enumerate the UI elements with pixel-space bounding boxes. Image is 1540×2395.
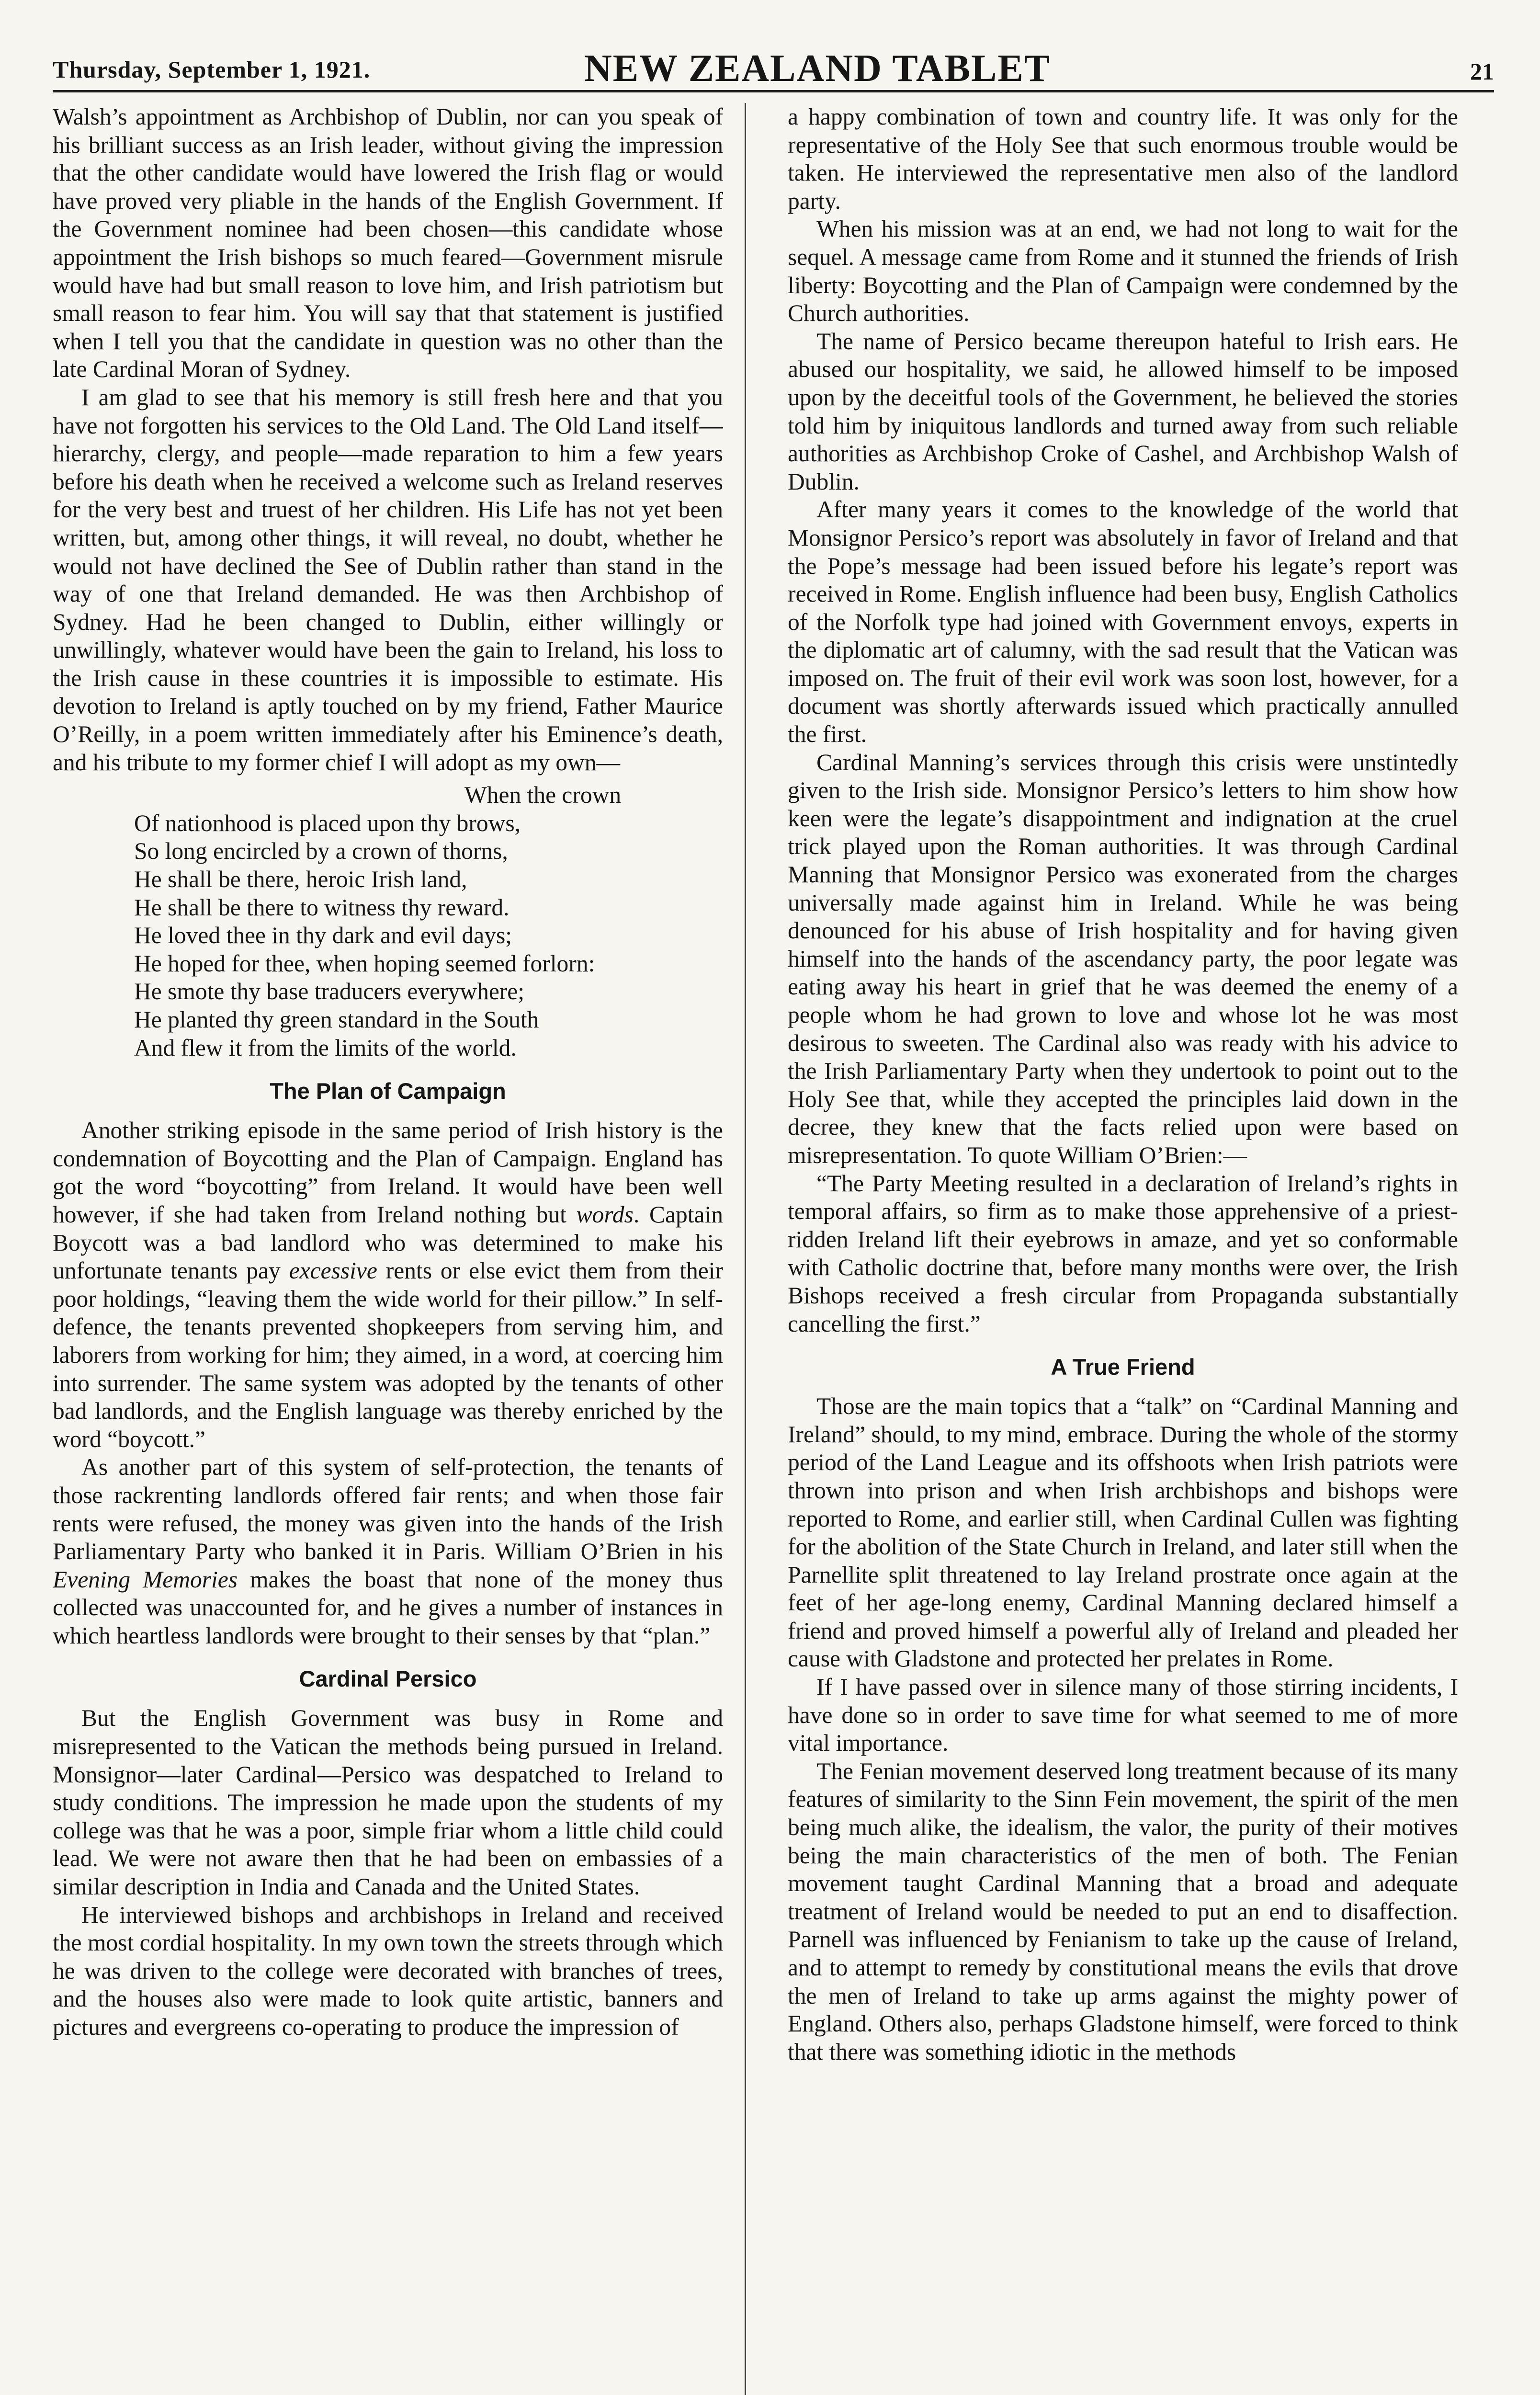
paragraph — [53, 1117, 723, 1453]
paragraph: Cardinal Manning’s services through this crisis were unstintedly given to the Irish side. Monsignor Persico’s letters to him show how keen were the legate’s disappointment and indignation at the cruel trick played upon the Roman authorities. It was through Cardinal Manning that Monsignor Persico was exonerated from the charges universally made against him in Ireland. While he was being denounced for his abuse of Irish hospitality and for having given himself into the hands of the ascendancy party, the poor legate was eating away his heart in grief that he was deemed the enemy of a people whom he had grown to love and whose lot he was most desirous to sweeten. The Cardinal also was ready with his advice to the Irish Parliamentary Party when they undertook to point out to the Holy See that, while they accepted the principles laid down in the decree, they knew that the facts relied upon were based on misrepresentation. To quote William O’Brien:— — [788, 749, 1458, 1168]
text-run: rents or else evict them from their poor holdings, “leaving them the wide world for their pillow.” In self-defence, the tenants prevented shopkeepers from serving him, and laborers from working for him; they aimed, in a word, at coercing him into surrender. The same system was adopted by the tenants of other bad landlords, and the English language was thereby enriched by the word “boycott.” — [53, 1257, 723, 1452]
poem-line: So long encircled by a crown of thorns, — [134, 838, 508, 865]
quotation: “The Party Meeting resulted in a declaration of Ireland’s rights in temporal affairs, so firm as to make those apprehensive of a priest-ridden Ireland lift their eyebrows in amaze, and yet so conformable with Catholic doctrine that, before many months were over, the Irish Bishops received a fresh circular from Propaganda substantially cancelling the first.” — [788, 1170, 1458, 1337]
paragraph: He interviewed bishops and archbishops in Ireland and received the most cordial hospitality. In my own town the streets through which he was driven to the college were decorated with branches of trees, and the houses also were made to look quite artistic, banners and pictures and evergreens co-operating to produce the impression of — [53, 1901, 723, 2040]
italic-text: words — [576, 1201, 634, 1228]
poem-line: He loved thee in thy dark and evil days; — [134, 922, 512, 949]
poem-line: Of nationhood is placed upon thy brows, — [134, 810, 521, 836]
column-divider — [745, 103, 746, 2395]
poem — [53, 781, 723, 1062]
paragraph: a happy combination of town and country life. It was only for the representative of the Holy See that such enormous trouble would be taken. He interviewed the representative men also of the landlord party. — [788, 103, 1458, 214]
page-header — [53, 13, 1494, 92]
text-run: . Captain Boycott was a bad landlord who was determined to make his unfortunate tenants pay — [53, 1201, 723, 1284]
poem-line: He shall be there to witness thy reward. — [134, 894, 510, 921]
poem-line: He smote thy base traducers everywhere; — [134, 978, 525, 1005]
right-column — [788, 103, 1458, 2395]
paragraph: Those are the main topics that a “talk” on “Cardinal Manning and Ireland” should, to my mind, embrace. During the whole of the stormy period of the Land League and its offshoots when Irish patriots were thrown into prison and when Irish archbishops and bishops were reported to Rome, and earlier still, when Cardinal Cullen was fighting for the abolition of the State Church in Ireland, and later still when the Parnellite split threatened to lay Ireland prostrate once again at the feet of her age-long enemy, Cardinal Manning declared himself a friend and proved himself a powerful ally of Ireland and pleaded her cause with Gladstone and protected her prelates in Rome. — [788, 1393, 1458, 1672]
section-heading: Cardinal Persico — [299, 1666, 477, 1692]
paragraph: The Fenian movement deserved long treatment because of its many features of similarity to the Sinn Fein movement, the spirit of the men being much alike, the idealism, the valor, the purity of their motives being the main characteristics of the men of both. The Fenian movement taught Cardinal Manning that a broad and adequate treatment of Ireland would be needed to put an end to disaffection. Parnell was influenced by Fenianism to take up the cause of Ireland, and to attempt to remedy by constitutional means the evils that drove the men of Ireland to take up arms against the mighty power of England. Others also, perhaps Gladstone himself, were forced to think that there was something idiotic in the methods — [788, 1757, 1458, 2065]
left-column — [53, 103, 723, 2395]
italic-text: Evening Memories — [53, 1566, 238, 1593]
paragraph: But the English Government was busy in Rome and misrepresented to the Vatican the methods being pursued in Ireland. Monsignor—later Cardinal—Persico was despatched to Ireland to study conditions. The impression he made upon the students of my college was that he was a poor, simple friar whom a little child could lead. We were not aware then that he had been on embassies of a similar description in India and Canada and the United States. — [53, 1705, 723, 1900]
paragraph: Walsh’s appointment as Archbishop of Dublin, nor can you speak of his brilliant success as an Irish leader, without giving the impression that the other candidate would have lowered the Irish flag or would have proved very pliable in the hands of the English Government. If the Government nominee had been chosen—this candidate whose appointment the Irish bishops so much feared—Government misrule would have had but small reason to love him, and Irish patriotism but small reason to fear him. You will say that that statement is justified when I tell you that the candidate in question was no other than the late Cardinal Moran of Sydney. — [53, 103, 723, 383]
text-run: makes the boast that none of the money thus collected was unaccounted for, and he gives a number of instances in which heartless landlords were brought to their senses by that “plan.” — [53, 1566, 723, 1649]
paragraph: The name of Persico became thereupon hateful to Irish ears. He abused our hospitality, we said, he allowed himself to be imposed upon by the deceitful tools of the Government, he believed the stories told him by iniquitous landlords and turned away from such reliable authorities as Archbishop Croke of Cashel, and Archbishop Walsh of Dublin. — [788, 328, 1458, 495]
poem-line: And flew it from the limits of the world. — [134, 1034, 517, 1061]
text-run: Another striking episode in the same period of Irish history is the condemnation of Boycotting and the Plan of Campaign. England has got the word “boycotting” from Ireland. It would have been well however, if she had taken from Ireland nothing but — [53, 1117, 723, 1228]
poem-line: He shall be there, heroic Irish land, — [134, 866, 467, 893]
paragraph: When his mission was at an end, we had not long to wait for the sequel. A message came from Rome and it stunned the friends of Irish liberty: Boycotting and the Plan of Campaign were condemned by the Church authorities. — [788, 216, 1458, 327]
paragraph: After many years it comes to the knowledge of the world that Monsignor Persico’s report was absolutely in favor of Ireland and that the Pope’s message had been issued before his legate’s report was received in Rome. English influence had been busy, English Catholics of the Norfolk type had joined with Government envoys, experts in the diplomatic art of calumny, with the sad result that the Vatican was imposed on. The fruit of their evil work was soon lost, however, for a document was shortly afterwards issued which practically annulled the first. — [788, 496, 1458, 748]
paragraph — [53, 1453, 723, 1650]
section-heading: The Plan of Campaign — [270, 1078, 506, 1104]
italic-text: excessive — [289, 1257, 377, 1284]
poem-line: He hoped for thee, when hoping seemed forlorn: — [134, 950, 595, 977]
paragraph: I am glad to see that his memory is still fresh here and that you have not forgotten his services to the Old Land. The Old Land itself—hierarchy, clergy, and people—made reparation to him a few years before his death when he received a welcome such as Ireland reserves for the very best and truest of her children. His Life has not yet been written, but, among other things, it will reveal, no doubt, whether he would not have declined the See of Dublin rather than stand in the way of one that Ireland demanded. He was then Archbishop of Sydney. Had he been changed to Dublin, either willingly or unwillingly, whatever would have been the gain to Ireland, his loss to the Irish cause in these countries it is impossible to estimate. His devotion to Ireland is aptly touched on by my friend, Father Maurice O’Reilly, in a poem written immediately after his Eminence’s death, and his tribute to my former chief I will adopt as my own— — [53, 384, 723, 776]
issue-date: Thursday, September 1, 1921. — [53, 56, 371, 83]
masthead-title: NEW ZEALAND TABLET — [584, 47, 1051, 90]
paragraph: If I have passed over in silence many of those stirring incidents, I have done so in order to save time for what seemed to me of more vital importance. — [788, 1674, 1458, 1756]
poem-line: When the crown — [464, 782, 622, 809]
section-heading: A True Friend — [1051, 1354, 1195, 1380]
poem-line: He planted thy green standard in the South — [134, 1006, 539, 1033]
page-number: 21 — [1470, 58, 1494, 85]
text-run: As another part of this system of self-protection, the tenants of those rackrenting landlords offered fair rents; and when those fair rents were refused, the money was given into the hands of the Irish Parliamentary Party who banked it in Paris. William O’Brien in his — [53, 1454, 723, 1565]
